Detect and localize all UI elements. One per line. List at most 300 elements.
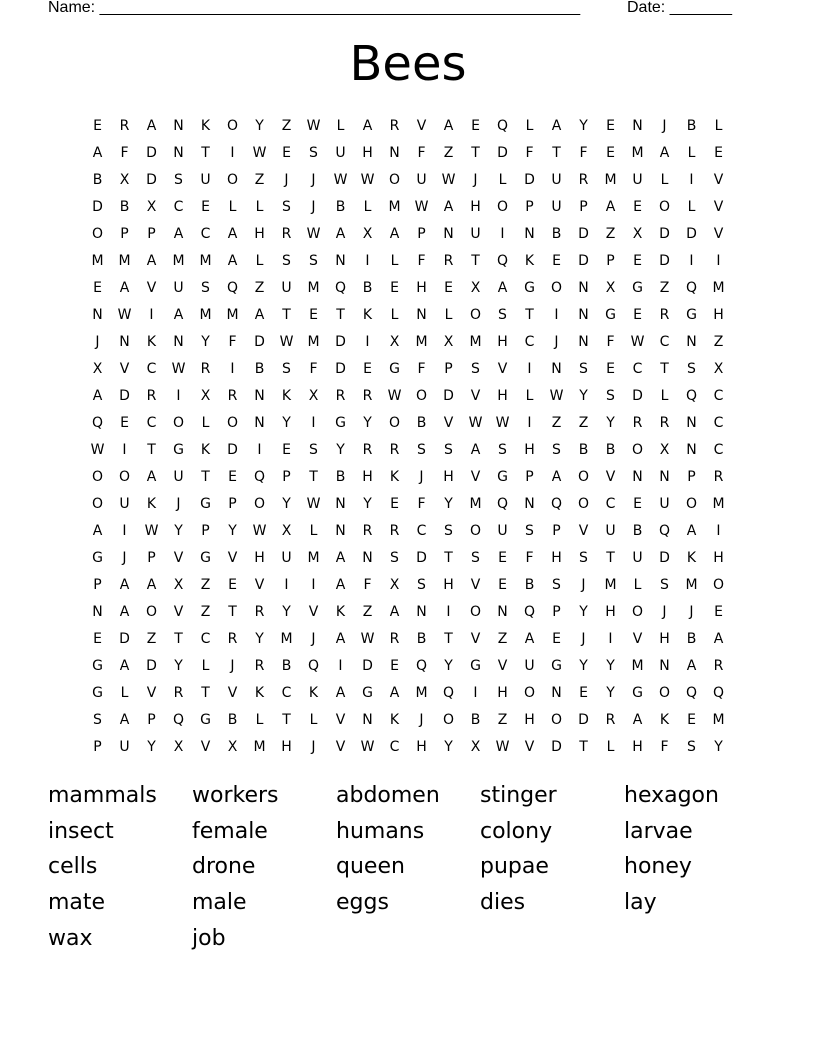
grid-letter: E (93, 117, 102, 134)
grid-letter: B (605, 441, 616, 458)
grid-letter: N (389, 144, 400, 161)
grid-letter: G (92, 657, 103, 674)
grid-letter: D (659, 549, 670, 566)
grid-letter: M (307, 279, 320, 296)
grid-letter: S (282, 360, 291, 377)
grid-letter: W (360, 738, 375, 755)
grid-letter: X (605, 279, 616, 296)
grid-letter: W (306, 495, 321, 512)
grid-letter: V (200, 738, 211, 755)
grid-letter: X (713, 360, 724, 377)
grid-letter: N (659, 468, 670, 485)
grid-letter: V (335, 738, 346, 755)
grid-letter: M (415, 333, 428, 350)
grid-letter: U (551, 171, 562, 188)
grid-letter: P (282, 468, 291, 485)
grid-letter: D (659, 225, 670, 242)
grid-letter: K (146, 495, 157, 512)
grid-letter: M (469, 495, 482, 512)
grid-letter: D (335, 360, 346, 377)
grid-letter: E (390, 657, 399, 674)
word-bank-item: drone (192, 854, 256, 880)
grid-letter: W (360, 630, 375, 647)
grid-letter: C (659, 333, 670, 350)
grid-letter: Y (255, 117, 264, 134)
grid-letter: T (147, 441, 156, 458)
grid-letter: E (606, 117, 615, 134)
grid-letter: F (417, 252, 426, 269)
grid-letter: R (632, 414, 643, 431)
grid-letter: R (227, 387, 238, 404)
word-bank-item: pupae (480, 854, 549, 880)
grid-letter: U (605, 522, 616, 539)
grid-letter: A (146, 252, 157, 269)
grid-letter: O (442, 711, 455, 728)
grid-letter: N (443, 225, 454, 242)
word-bank-item: female (192, 818, 268, 844)
grid-letter: H (551, 549, 562, 566)
grid-letter: I (122, 441, 127, 458)
grid-letter: C (416, 522, 427, 539)
grid-letter: L (255, 198, 264, 215)
grid-letter: M (307, 333, 320, 350)
grid-letter: J (419, 711, 424, 728)
grid-letter: S (444, 441, 453, 458)
grid-letter: I (230, 144, 235, 161)
grid-letter: Q (307, 657, 320, 674)
grid-letter: D (146, 171, 157, 188)
grid-letter: V (470, 468, 481, 485)
grid-letter: Z (605, 225, 616, 242)
grid-letter: Y (579, 603, 588, 620)
grid-letter: L (201, 657, 210, 674)
grid-letter: C (146, 360, 157, 377)
grid-letter: C (146, 414, 157, 431)
grid-letter: N (335, 495, 346, 512)
grid-letter: U (659, 495, 670, 512)
grid-letter: O (577, 495, 590, 512)
grid-letter: E (120, 414, 129, 431)
grid-letter: G (335, 414, 346, 431)
grid-letter: I (689, 252, 694, 269)
grid-letter: M (712, 279, 725, 296)
grid-letter: H (497, 684, 508, 701)
word-bank-item: wax (48, 925, 93, 951)
grid-letter: S (687, 360, 696, 377)
grid-letter: K (362, 306, 373, 323)
grid-letter: Q (550, 495, 563, 512)
grid-letter: C (389, 738, 400, 755)
grid-letter: M (199, 306, 212, 323)
grid-letter: B (119, 198, 130, 215)
grid-letter: B (362, 279, 373, 296)
grid-letter: O (91, 468, 104, 485)
grid-letter: F (120, 144, 129, 161)
grid-letter: M (172, 252, 185, 269)
grid-letter: A (119, 657, 130, 674)
grid-letter: W (117, 306, 132, 323)
grid-letter: T (174, 630, 183, 647)
grid-letter: S (579, 360, 588, 377)
grid-letter: V (605, 468, 616, 485)
grid-letter: X (227, 738, 238, 755)
grid-letter: N (578, 306, 589, 323)
grid-letter: D (443, 387, 454, 404)
grid-letter: V (146, 279, 157, 296)
grid-letter: Q (712, 684, 725, 701)
grid-letter: O (226, 414, 239, 431)
grid-letter: V (632, 630, 643, 647)
grid-letter: A (362, 117, 373, 134)
grid-letter: A (686, 657, 697, 674)
grid-letter: S (309, 144, 318, 161)
grid-letter: R (362, 387, 373, 404)
grid-letter: E (471, 117, 480, 134)
grid-letter: G (200, 711, 211, 728)
grid-letter: W (360, 171, 375, 188)
grid-letter: V (524, 738, 535, 755)
grid-letter: K (281, 387, 292, 404)
grid-letter: A (335, 576, 346, 593)
grid-letter: R (119, 117, 130, 134)
grid-letter: X (470, 279, 481, 296)
grid-letter: N (173, 333, 184, 350)
grid-letter: S (201, 279, 210, 296)
grid-letter: T (579, 738, 588, 755)
grid-letter: A (713, 630, 724, 647)
grid-letter: X (173, 738, 184, 755)
grid-letter: R (713, 657, 724, 674)
grid-letter: S (498, 441, 507, 458)
grid-letter: Y (579, 387, 588, 404)
grid-letter: B (335, 468, 346, 485)
grid-letter: E (714, 603, 723, 620)
grid-letter: C (281, 684, 292, 701)
word-bank-item: dies (480, 890, 526, 916)
grid-letter: A (227, 225, 238, 242)
grid-letter: B (227, 711, 238, 728)
grid-letter: Z (254, 171, 265, 188)
grid-letter: N (173, 144, 184, 161)
word-bank-item: honey (624, 854, 692, 880)
grid-letter: M (631, 144, 644, 161)
word-bank-item: colony (480, 818, 553, 844)
grid-letter: N (497, 603, 508, 620)
grid-letter: H (443, 468, 454, 485)
grid-letter: V (713, 171, 724, 188)
grid-letter: Q (523, 603, 536, 620)
grid-letter: B (416, 414, 427, 431)
grid-letter: P (93, 576, 102, 593)
grid-letter: U (497, 522, 508, 539)
grid-letter: L (120, 684, 129, 701)
word-bank-item: cells (48, 854, 98, 880)
grid-letter: B (335, 198, 346, 215)
grid-letter: Y (255, 630, 264, 647)
grid-letter: W (495, 738, 510, 755)
grid-letter: H (416, 738, 427, 755)
grid-letter: N (92, 306, 103, 323)
word-bank (48, 778, 768, 956)
grid-letter: N (254, 387, 265, 404)
grid-letter: D (578, 225, 589, 242)
grid-letter: Q (415, 657, 428, 674)
grid-letter: K (254, 684, 265, 701)
grid-letter: F (579, 144, 588, 161)
grid-letter: S (282, 198, 291, 215)
grid-letter: B (92, 171, 103, 188)
grid-letter: Z (362, 603, 373, 620)
grid-letter: G (389, 360, 400, 377)
grid-letter: P (147, 549, 156, 566)
grid-letter: B (416, 630, 427, 647)
grid-letter: A (146, 576, 157, 593)
grid-letter: O (658, 198, 671, 215)
grid-letter: Q (442, 684, 455, 701)
grid-letter: Z (200, 603, 211, 620)
grid-letter: A (659, 144, 670, 161)
grid-letter: G (632, 684, 643, 701)
grid-letter: T (201, 684, 210, 701)
grid-letter: M (388, 198, 401, 215)
grid-letter: A (119, 603, 130, 620)
grid-letter: M (118, 252, 131, 269)
grid-letter: L (687, 144, 696, 161)
grid-letter: Y (282, 603, 291, 620)
grid-letter: H (605, 603, 616, 620)
grid-letter: R (362, 441, 373, 458)
grid-letter: Y (282, 414, 291, 431)
grid-letter: E (579, 684, 588, 701)
grid-letter: I (284, 576, 289, 593)
grid-letter: Y (606, 414, 615, 431)
grid-letter: Y (147, 738, 156, 755)
grid-letter: S (417, 441, 426, 458)
grid-letter: I (365, 252, 370, 269)
word-search-grid (84, 112, 732, 760)
grid-letter: I (446, 603, 451, 620)
grid-letter: R (173, 684, 184, 701)
grid-letter: U (632, 171, 643, 188)
grid-letter: X (389, 333, 400, 350)
grid-letter: P (147, 225, 156, 242)
grid-letter: Y (579, 117, 588, 134)
grid-letter: D (362, 657, 373, 674)
grid-letter: V (227, 684, 238, 701)
grid-letter: O (145, 603, 158, 620)
grid-letter: G (632, 279, 643, 296)
grid-letter: H (362, 468, 373, 485)
grid-letter: V (173, 603, 184, 620)
grid-letter: O (469, 603, 482, 620)
grid-letter: E (687, 711, 696, 728)
grid-letter: M (415, 684, 428, 701)
grid-letter: L (390, 306, 399, 323)
grid-letter: K (389, 468, 400, 485)
grid-letter: R (362, 522, 373, 539)
grid-letter: O (118, 468, 131, 485)
grid-letter: Y (606, 657, 615, 674)
grid-letter: Z (497, 711, 508, 728)
grid-letter: I (608, 630, 613, 647)
grid-letter: Y (444, 657, 453, 674)
grid-letter: F (417, 144, 426, 161)
grid-letter: K (389, 711, 400, 728)
grid-letter: N (632, 468, 643, 485)
grid-letter: A (335, 549, 346, 566)
grid-letter: O (496, 198, 509, 215)
grid-letter: B (686, 630, 697, 647)
grid-letter: X (308, 387, 319, 404)
grid-letter: J (554, 333, 559, 350)
grid-letter: W (549, 387, 564, 404)
grid-letter: N (524, 495, 535, 512)
grid-letter: V (470, 576, 481, 593)
grid-letter: C (524, 333, 535, 350)
grid-letter: U (119, 495, 130, 512)
grid-letter: N (335, 522, 346, 539)
grid-letter: G (92, 549, 103, 566)
grid-letter: S (282, 252, 291, 269)
grid-letter: D (632, 387, 643, 404)
grid-letter: H (470, 198, 481, 215)
grid-letter: W (306, 225, 321, 242)
grid-letter: U (200, 171, 211, 188)
grid-letter: V (443, 414, 454, 431)
grid-letter: R (254, 657, 265, 674)
grid-letter: A (470, 441, 481, 458)
grid-letter: E (633, 495, 642, 512)
grid-letter: R (389, 117, 400, 134)
grid-letter: C (173, 198, 184, 215)
grid-letter: O (226, 171, 239, 188)
grid-letter: G (524, 279, 535, 296)
grid-letter: N (362, 549, 373, 566)
grid-letter: A (227, 252, 238, 269)
grid-letter: N (362, 711, 373, 728)
grid-letter: E (309, 306, 318, 323)
grid-letter: O (685, 495, 698, 512)
grid-letter: P (201, 522, 210, 539)
grid-letter: Y (336, 441, 345, 458)
grid-letter: E (228, 576, 237, 593)
grid-letter: A (146, 117, 157, 134)
grid-letter: R (713, 468, 724, 485)
grid-letter: O (415, 387, 428, 404)
grid-letter: X (470, 738, 481, 755)
grid-letter: I (311, 414, 316, 431)
grid-letter: T (228, 603, 237, 620)
grid-letter: V (578, 522, 589, 539)
grid-letter: Q (685, 684, 698, 701)
grid-letter: E (498, 576, 507, 593)
grid-letter: T (471, 144, 480, 161)
word-bank-item: workers (192, 783, 279, 808)
grid-letter: W (144, 522, 159, 539)
grid-letter: T (309, 468, 318, 485)
word-bank-item: humans (336, 818, 425, 844)
grid-letter: S (552, 441, 561, 458)
grid-letter: J (311, 630, 316, 647)
grid-letter: F (525, 549, 534, 566)
grid-letter: A (119, 576, 130, 593)
grid-letter: N (578, 333, 589, 350)
grid-letter: P (552, 522, 561, 539)
word-bank-item: lay (624, 890, 657, 916)
grid-letter: P (687, 468, 696, 485)
grid-letter: A (335, 225, 346, 242)
grid-letter: F (417, 495, 426, 512)
grid-letter: Z (443, 144, 454, 161)
grid-letter: W (630, 333, 645, 350)
grid-letter: S (390, 549, 399, 566)
grid-letter: W (279, 333, 294, 350)
grid-letter: A (686, 522, 697, 539)
grid-letter: A (119, 279, 130, 296)
word-bank-item: mammals (48, 783, 157, 808)
grid-letter: L (255, 252, 264, 269)
grid-letter: K (308, 684, 319, 701)
grid-letter: Q (496, 252, 509, 269)
grid-letter: S (471, 360, 480, 377)
grid-letter: Z (200, 576, 211, 593)
grid-letter: B (254, 360, 265, 377)
grid-letter: O (469, 306, 482, 323)
grid-letter: V (146, 684, 157, 701)
grid-letter: G (362, 684, 373, 701)
grid-letter: D (146, 657, 157, 674)
grid-letter: J (176, 495, 181, 512)
grid-letter: X (443, 333, 454, 350)
grid-letter: T (282, 306, 291, 323)
grid-letter: R (389, 630, 400, 647)
grid-letter: M (307, 549, 320, 566)
grid-letter: Q (91, 414, 104, 431)
grid-letter: C (632, 360, 643, 377)
grid-letter: R (443, 252, 454, 269)
grid-letter: S (552, 576, 561, 593)
grid-letter: Z (659, 279, 670, 296)
grid-letter: S (93, 711, 102, 728)
grid-letter: X (146, 198, 157, 215)
grid-letter: N (632, 117, 643, 134)
grid-letter: U (551, 198, 562, 215)
grid-letter: D (551, 738, 562, 755)
grid-letter: V (227, 549, 238, 566)
grid-letter: N (416, 306, 427, 323)
grid-letter: K (146, 333, 157, 350)
grid-letter: H (632, 738, 643, 755)
grid-letter: E (606, 360, 615, 377)
grid-letter: D (254, 333, 265, 350)
grid-letter: V (470, 630, 481, 647)
grid-letter: H (524, 441, 535, 458)
grid-letter: Q (253, 468, 266, 485)
grid-letter: O (469, 522, 482, 539)
grid-letter: P (417, 225, 426, 242)
grid-letter: D (335, 333, 346, 350)
grid-letter: J (311, 198, 316, 215)
grid-letter: F (309, 360, 318, 377)
grid-letter: H (416, 279, 427, 296)
grid-letter: R (605, 711, 616, 728)
grid-letter: A (92, 387, 103, 404)
grid-letter: L (525, 387, 534, 404)
grid-letter: J (419, 468, 424, 485)
grid-letter: R (200, 360, 211, 377)
grid-letter: Q (658, 522, 671, 539)
grid-letter: Z (551, 414, 562, 431)
